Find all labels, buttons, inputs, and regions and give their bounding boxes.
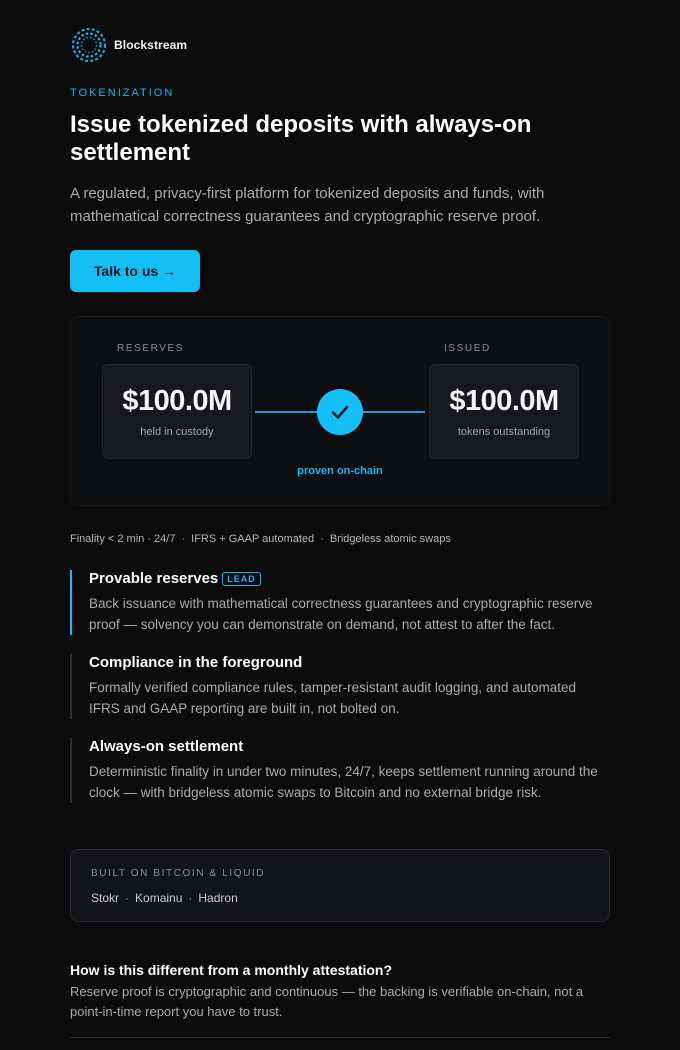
talk-to-us-button[interactable]: Talk to us → xyxy=(70,250,200,292)
reserves-card xyxy=(102,364,252,459)
faq-answer: Reserve proof is cryptographic and continuous — the backing is verifiable on-chain, not a point-in-time report you have to trust. xyxy=(70,984,584,1019)
fact-swaps: Bridgeless atomic swaps xyxy=(329,533,451,545)
feature-title: Always-on settlement xyxy=(89,738,244,755)
connector-line-left xyxy=(255,411,317,413)
issued-card xyxy=(429,364,579,459)
section-eyebrow: TOKENIZATION xyxy=(70,87,175,99)
reserves-value: $100.0M xyxy=(122,385,232,417)
fact-finality: Finality < 2 min · 24/7 xyxy=(70,533,176,545)
feature-title: Provable reserves xyxy=(89,570,219,587)
partner-name: Stokr xyxy=(91,891,120,905)
blockstream-logo-icon xyxy=(70,26,108,64)
connector-line-right xyxy=(363,411,425,413)
proof-status: proven on-chain xyxy=(297,465,383,477)
reserve-proof-panel xyxy=(70,316,610,506)
partner-name: Hadron xyxy=(198,891,238,905)
divider xyxy=(70,1037,610,1038)
fact-reporting: IFRS + GAAP automated xyxy=(191,533,315,545)
lead-badge: LEAD xyxy=(222,572,261,586)
partner-list: Stokr · Komainu · Hadron xyxy=(91,891,238,905)
feature-compliance xyxy=(70,654,610,719)
hero-description: A regulated, privacy-first platform for tokenized deposits and funds, with mathematical correctness guarantees and cryptographic reserve proof. xyxy=(70,185,545,225)
built-on-card xyxy=(70,849,610,922)
feature-title: Compliance in the foreground xyxy=(89,654,303,671)
brand-name: Blockstream xyxy=(114,38,188,52)
built-on-label: BUILT ON BITCOIN & LIQUID xyxy=(91,868,266,879)
feature-settlement xyxy=(70,738,610,803)
reserves-label: RESERVES xyxy=(117,343,185,354)
feature-description: Formally verified compliance rules, tamper-resistant audit logging, and automated IFRS and GAAP reporting are built in, not bolted on. xyxy=(89,680,576,716)
partner-name: Komainu xyxy=(135,891,183,905)
check-icon xyxy=(317,389,363,435)
brand-logo[interactable] xyxy=(70,26,187,64)
reserves-subtext: held in custody xyxy=(140,426,214,438)
feature-description: Deterministic finality in under two minutes, 24/7, keeps settlement running around the clock — with bridgeless atomic swaps to Bitcoin and no external bridge risk. xyxy=(89,764,598,800)
key-facts-row: Finality < 2 min · 24/7 · IFRS + GAAP automated · Bridgeless atomic swaps xyxy=(70,533,451,545)
issued-label: ISSUED xyxy=(444,343,491,354)
feature-provable-reserves xyxy=(70,570,610,635)
page-title: Issue tokenized deposits with always-on settlement xyxy=(70,111,532,166)
faq-question[interactable]: How is this different from a monthly attestation? xyxy=(70,962,393,978)
issued-value: $100.0M xyxy=(449,385,559,417)
issued-subtext: tokens outstanding xyxy=(457,426,551,438)
feature-description: Back issuance with mathematical correctness guarantees and cryptographic reserve proof — solvency you can demonstrate on demand, not attest to after the fact. xyxy=(89,596,593,632)
